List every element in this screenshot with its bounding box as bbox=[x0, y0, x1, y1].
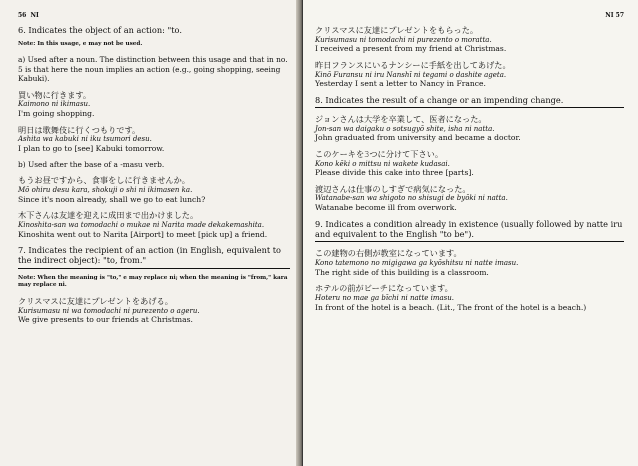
example-romaji: Kurisumasu ni tomodachi ni purezento o moratta. bbox=[315, 35, 492, 44]
example bbox=[18, 175, 290, 204]
example-japanese: 買い物に行きます。 bbox=[18, 89, 92, 100]
example bbox=[18, 90, 290, 119]
example-english: John graduated from university and became a doctor. bbox=[315, 133, 521, 143]
example-romaji: Kono kēki o mittsu ni wakete kudasai. bbox=[315, 159, 450, 168]
example-romaji: Hoteru no mae ga bīchi ni natte imasu. bbox=[315, 293, 454, 302]
example-japanese: このケーキを3つに分けて下さい。 bbox=[315, 148, 444, 159]
example bbox=[315, 149, 624, 178]
example-english: Since it's noon already, shall we go to eat lunch? bbox=[18, 194, 206, 204]
example bbox=[18, 296, 290, 325]
section-6a-text: a) Used after a noun. The distinction between this usage and that in no. 5 is that here the noun implies an action (e.g., going shopping, seeing Kabuki). bbox=[18, 54, 288, 84]
right-page bbox=[303, 0, 638, 466]
example-japanese: 明日は歌舞伎に行くつもりです。 bbox=[18, 124, 141, 135]
example-romaji: Watanabe-san wa shigoto no shisugi de byōki ni natta. bbox=[315, 194, 508, 203]
example-japanese: 渡辺さんは仕事のしすぎで病気になった。 bbox=[315, 183, 471, 194]
running-head: NI bbox=[30, 12, 39, 19]
example bbox=[315, 114, 624, 143]
example-japanese: この建物の右側が教室になっています。 bbox=[315, 248, 462, 259]
example-english: I received a present from my friend at Christmas. bbox=[315, 44, 507, 54]
page-number: 56 bbox=[18, 12, 27, 19]
section-6b-text: b) Used after the base of a -masu verb. bbox=[18, 159, 165, 169]
example-english: In front of the hotel is a beach. (Lit., The front of the hotel is a beach.) bbox=[315, 302, 587, 312]
example-romaji: Kurisumasu ni wa tomodachi ni purezento o ageru. bbox=[18, 306, 200, 315]
example-japanese: クリスマスに友達にプレゼントをもらった。 bbox=[315, 25, 479, 35]
section-7-note: Note: When the meaning is "to," e may replace ni; when the meaning is "from," kara may replace ni. bbox=[18, 274, 288, 289]
section-7-heading: 7. Indicates the recipient of an action (in English, equivalent to the indirect object): "to, from." bbox=[18, 245, 290, 269]
left-page bbox=[0, 0, 300, 466]
section-6-heading: 6. Indicates the object of an action: "to. bbox=[18, 25, 182, 35]
example bbox=[315, 60, 624, 89]
example-japanese: クリスマスに友達にプレゼントをあげる。 bbox=[18, 295, 173, 306]
example-japanese: 昨日フランスにいるナンシーに手紙を出してあげた。 bbox=[315, 59, 511, 70]
example-japanese: 木下さんは友達を迎えに成田まで出かけました。 bbox=[18, 210, 199, 221]
example bbox=[18, 125, 290, 154]
section-6-note: Note: In this usage, e may not be used. bbox=[18, 41, 143, 48]
example-english: I'm going shopping. bbox=[18, 109, 95, 119]
example-english: Yesterday I sent a letter to Nancy in France. bbox=[315, 79, 486, 89]
example bbox=[18, 210, 290, 239]
example bbox=[315, 25, 624, 54]
example-romaji: Jon-san wa daigaku o sotsugyō shite, isha ni natta. bbox=[315, 124, 495, 133]
section-9-heading: 9. Indicates a condition already in existence (usually followed by natte iru and equivalent to the English "to be"). bbox=[315, 219, 624, 243]
example-japanese: ホテルの前がビーチになっています。 bbox=[315, 283, 453, 294]
example-romaji: Ashita wa kabuki ni iku tsumori desu. bbox=[18, 135, 152, 144]
section-8-heading: 8. Indicates the result of a change or an impending change. bbox=[315, 95, 624, 108]
example-romaji: Mō ohiru desu kara, shokuji o shi ni ikimasen ka. bbox=[18, 185, 193, 194]
example bbox=[315, 248, 624, 277]
example-romaji: Kaimono ni ikimasu. bbox=[18, 100, 91, 109]
example bbox=[315, 184, 624, 213]
example-romaji: Kinoshita-san wa tomodachi o mukae ni Narita made dekakemashita. bbox=[18, 220, 265, 229]
example-english: Kinoshita went out to Narita [Airport] to meet [pick up] a friend. bbox=[18, 229, 268, 239]
page-header bbox=[18, 12, 290, 19]
example-english: The right side of this building is a classroom. bbox=[315, 267, 489, 277]
example-japanese: ジョンさんは大学を卒業して、医者になった。 bbox=[315, 114, 487, 125]
example-english: Watanabe become ill from overwork. bbox=[315, 203, 457, 213]
example-english: We give presents to our friends at Christmas. bbox=[18, 315, 193, 325]
example-romaji: Kono tatemono no migigawa ga kyōshitsu ni natte imasu. bbox=[315, 258, 519, 267]
example-english: I plan to go to [see] Kabuki tomorrow. bbox=[18, 144, 165, 154]
example-english: Please divide this cake into three [parts]. bbox=[315, 168, 474, 178]
example-japanese: もうお昼ですから、食事をしに行きませんか。 bbox=[18, 175, 190, 186]
example bbox=[315, 283, 624, 312]
example-romaji: Kinō Furansu ni iru Nanshī ni tegami o dashite ageta. bbox=[315, 70, 507, 79]
page-number: NI 57 bbox=[605, 12, 624, 19]
